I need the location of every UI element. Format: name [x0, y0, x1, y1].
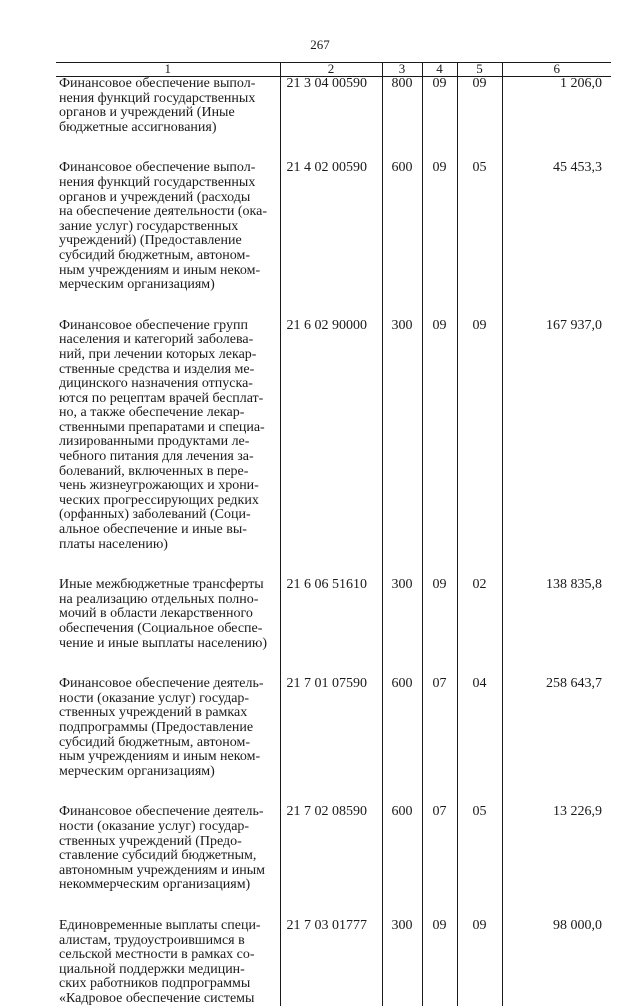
row-sum: 1 206,0	[502, 77, 611, 162]
row-code: 21 7 02 08590	[280, 805, 382, 919]
row-name-line: сельской местности в рамках со-	[59, 948, 277, 963]
table-row	[56, 805, 611, 919]
row-section: 09	[422, 578, 457, 677]
row-name	[56, 578, 280, 677]
row-expense-type: 300	[382, 578, 422, 677]
row-code: 21 7 03 01777	[280, 919, 382, 1006]
row-name-line: ности (оказание услуг) государ-	[59, 820, 277, 835]
row-name-line: альное обеспечение и иные вы-	[59, 523, 277, 538]
row-section: 09	[422, 919, 457, 1006]
row-name-line: обеспечения (Социальное обеспе-	[59, 622, 277, 637]
row-name	[56, 677, 280, 805]
row-section: 07	[422, 677, 457, 805]
row-name-line: нения функций государственных	[59, 92, 277, 107]
column-header-4: 4	[422, 63, 457, 77]
budget-table	[56, 62, 611, 1006]
table-row	[56, 77, 611, 162]
row-name-line: органов и учреждений (Иные	[59, 106, 277, 121]
row-name-line: дицинского назначения отпуска-	[59, 377, 277, 392]
row-name-line: циальной поддержки медицин-	[59, 963, 277, 978]
row-name-line: чение и иные выплаты населению)	[59, 637, 277, 652]
row-name-line: субсидий бюджетным, автоном-	[59, 736, 277, 751]
table-row	[56, 578, 611, 677]
column-header-6: 6	[502, 63, 611, 77]
row-name-line: ственных учреждений (Предо-	[59, 835, 277, 850]
page-number: 267	[0, 38, 640, 52]
column-header-2: 2	[280, 63, 382, 77]
row-name-line: ственные средства и изделия ме-	[59, 363, 277, 378]
row-section: 09	[422, 77, 457, 162]
row-name-line: Финансовое обеспечение выпол-	[59, 161, 277, 176]
row-name-line: болеваний, включенных в пере-	[59, 465, 277, 480]
row-section: 07	[422, 805, 457, 919]
row-code: 21 7 01 07590	[280, 677, 382, 805]
row-name-line: ным учреждениям и иным неком-	[59, 264, 277, 279]
row-name-line: чебного питания для лечения за-	[59, 450, 277, 465]
row-subsection: 04	[457, 677, 502, 805]
row-name-line: «Кадровое обеспечение системы	[59, 992, 277, 1006]
row-name-line: ственными препаратами и специа-	[59, 421, 277, 436]
row-name	[56, 77, 280, 162]
row-name-line: ских работников подпрограммы	[59, 977, 277, 992]
row-name-line: ставление субсидий бюджетным,	[59, 849, 277, 864]
row-sum: 138 835,8	[502, 578, 611, 677]
row-expense-type: 800	[382, 77, 422, 162]
row-name-line: на реализацию отдельных полно-	[59, 593, 277, 608]
row-name-line: чень жизнеугрожающих и хрони-	[59, 479, 277, 494]
row-name-line: субсидий бюджетным, автоном-	[59, 249, 277, 264]
column-header-5: 5	[457, 63, 502, 77]
row-name-line: мерческим организациям)	[59, 278, 277, 293]
row-expense-type: 600	[382, 805, 422, 919]
table-row	[56, 319, 611, 579]
row-name-line: (орфанных) заболеваний (Соци-	[59, 508, 277, 523]
row-name-line: подпрограммы (Предоставление	[59, 721, 277, 736]
row-sum: 258 643,7	[502, 677, 611, 805]
table-row	[56, 919, 611, 1006]
row-name	[56, 319, 280, 579]
row-section: 09	[422, 319, 457, 579]
row-name-line: мерческим организациям)	[59, 765, 277, 780]
column-header-3: 3	[382, 63, 422, 77]
row-code: 21 6 02 90000	[280, 319, 382, 579]
row-name-line: лизированными продуктами ле-	[59, 435, 277, 450]
row-name-line: органов и учреждений (расходы	[59, 191, 277, 206]
row-name-line: зание услуг) государственных	[59, 220, 277, 235]
row-name	[56, 161, 280, 318]
row-subsection: 09	[457, 919, 502, 1006]
row-subsection: 09	[457, 77, 502, 162]
row-name-line: мочий в области лекарственного	[59, 607, 277, 622]
row-name	[56, 919, 280, 1006]
table-body	[56, 77, 611, 1006]
row-code: 21 6 06 51610	[280, 578, 382, 677]
row-name-line: учреждений) (Предоставление	[59, 234, 277, 249]
row-name-line: населения и категорий заболева-	[59, 333, 277, 348]
row-subsection: 09	[457, 319, 502, 579]
row-name-line: на обеспечение деятельности (ока-	[59, 205, 277, 220]
row-sum: 98 000,0	[502, 919, 611, 1006]
row-name-line: нения функций государственных	[59, 176, 277, 191]
row-name-line: Финансовое обеспечение выпол-	[59, 77, 277, 92]
row-name	[56, 805, 280, 919]
table-row	[56, 161, 611, 318]
row-name-line: Финансовое обеспечение деятель-	[59, 805, 277, 820]
row-name-line: некоммерческим организациям)	[59, 878, 277, 893]
row-name-line: ческих прогрессирующих редких	[59, 494, 277, 509]
row-expense-type: 600	[382, 161, 422, 318]
row-name-line: ным учреждениям и иным неком-	[59, 750, 277, 765]
row-name-line: ний, при лечении которых лекар-	[59, 348, 277, 363]
row-name-line: Финансовое обеспечение групп	[59, 319, 277, 334]
row-expense-type: 600	[382, 677, 422, 805]
row-name-line: платы населению)	[59, 538, 277, 553]
row-sum: 13 226,9	[502, 805, 611, 919]
table-header-row	[56, 63, 611, 77]
row-subsection: 05	[457, 161, 502, 318]
row-subsection: 02	[457, 578, 502, 677]
row-name-line: Финансовое обеспечение деятель-	[59, 677, 277, 692]
row-name-line: но, а также обеспечение лекар-	[59, 406, 277, 421]
row-name-line: бюджетные ассигнования)	[59, 121, 277, 136]
row-name-line: автономным учреждениям и иным	[59, 864, 277, 879]
table-row	[56, 677, 611, 805]
row-code: 21 4 02 00590	[280, 161, 382, 318]
row-name-line: ственных учреждений в рамках	[59, 706, 277, 721]
row-section: 09	[422, 161, 457, 318]
row-name-line: Единовременные выплаты специ-	[59, 919, 277, 934]
row-expense-type: 300	[382, 319, 422, 579]
row-sum: 45 453,3	[502, 161, 611, 318]
row-name-line: Иные межбюджетные трансферты	[59, 578, 277, 593]
row-expense-type: 300	[382, 919, 422, 1006]
column-header-1: 1	[56, 63, 280, 77]
row-name-line: ются по рецептам врачей бесплат-	[59, 392, 277, 407]
row-subsection: 05	[457, 805, 502, 919]
row-code: 21 3 04 00590	[280, 77, 382, 162]
row-sum: 167 937,0	[502, 319, 611, 579]
row-name-line: алистам, трудоустроившимся в	[59, 934, 277, 949]
row-name-line: ности (оказание услуг) государ-	[59, 692, 277, 707]
